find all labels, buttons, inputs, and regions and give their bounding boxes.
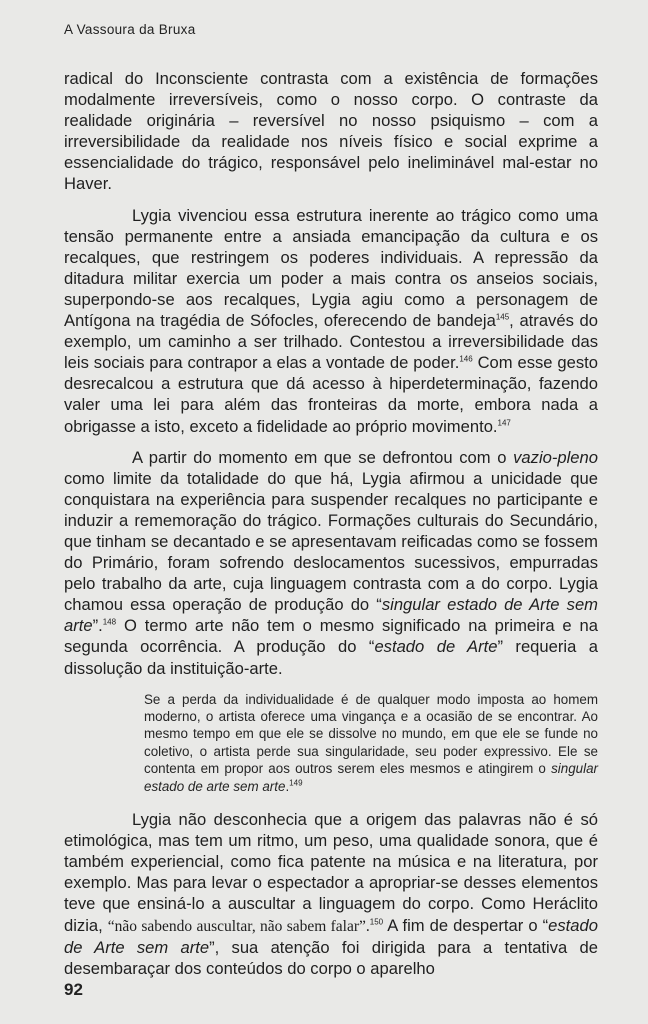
footnote-ref-150[interactable]: 150: [369, 917, 384, 926]
footnote-ref-145[interactable]: 145: [495, 312, 510, 322]
emphasis-estado-de-arte: estado de Arte: [374, 637, 498, 657]
body-text: [64, 68, 598, 979]
emphasis-estado-sem-arte: estado de Arte sem arte: [64, 915, 598, 957]
footnote-ref-147[interactable]: 147: [497, 417, 511, 427]
running-header: A Vassoura da Bruxa: [64, 22, 196, 37]
paragraph-1: radical do Inconsciente contrasta com a existência de formações modalmente irreversíveis, como o nosso corpo. O contraste da realidade originária – reversível no nosso psiquismo – com a irreversibilidade da realidade nos níveis físico e social exprime a essencialidade do trágico, responsável pelo ineliminável mal-estar no Haver.: [64, 69, 598, 194]
quote-emphasis: singular estado de arte sem arte: [144, 761, 598, 794]
footnote-ref-149[interactable]: 149: [289, 778, 303, 788]
block-quote: Se a perda da individualidade é de qualquer modo imposta ao homem moderno, o artista oferece uma vingança e a ocasião de se encontrar. Ao mesmo tempo em que ele se dissolve no mundo, em que ele se funde no coletivo, o artista perde sua singularidade, seu poder expressivo. Ele se contenta em propor aos outros serem eles mesmos e atingirem o singular estado de arte sem arte.$^{149}$: [144, 691, 598, 794]
paragraph-3: A partir do momento em que se defrontou com o vazio-pleno como limite da totalidade do que há, Lygia afirmou a unicidade que conquistara na experiência para suspender recalques no participante e induzir a rememoração do trágico. Formações culturais do Secundário, que tinham se decantado e se apresentavam reificadas como se fossem do Primário, foram sofrendo deslocamentos sucessivos, empurradas pelo trabalho da arte, cuja linguagem contrasta com a do corpo. Lygia chamou essa operação de produção do “singular estado de Arte sem arte”.$^{148}$ O termo arte não tem o mesmo significado na primeira e na segunda ocorrência. A produção do “estado de Arte” requeria a dissolução da instituição-arte.: [64, 447, 599, 678]
footnote-ref-148[interactable]: 148: [102, 617, 117, 627]
page-number: 92: [64, 980, 83, 999]
emphasis-vazio-pleno: vazio-pleno: [513, 447, 598, 467]
paragraph-4: Lygia não desconhecia que a origem das palavras não é só etimológica, mas tem um ritmo, um peso, uma qualidade sonora, que é também experiencial, como fica patente na música e na literatura, por exemplo. Mas para levar o espectador a apropriar-se desses elementos teve que ensiná-lo a auscultar a linguagem do corpo. Como Heráclito dizia, “não sabendo auscultar, não sabem falar”.$^{150}$ A fim de despertar o “estado de Arte sem arte”, sua atenção foi dirigida para a tentativa de desembaraçar dos conteúdos do corpo o aparelho: [64, 810, 599, 978]
heraclitus-quote: “não sabendo auscultar, não sabem falar”.: [107, 917, 370, 935]
paragraph-2: Lygia vivenciou essa estrutura inerente ao trágico como uma tensão permanente entre a ansiada emancipação da cultura e os recalques, que restringem os poderes individuais. A repressão da ditadura militar exercia um poder a mais contra os anseios sociais, superpondo-se aos recalques, Lygia agiu como a personagem de Antígona na tragédia de Sófocles, oferecendo de bandeja$^{145}$, através do exemplo, um caminho a ser trilhado. Contestou a irreversibilidade das leis sociais para contrapor a elas a vontade de poder.$^{146}$ Com esse gesto desrecalcou a estrutura que dá acesso à hiperdeterminação, fazendo valer uma lei para além das fronteiras da morte, embora nada a obrigasse a isto, exceto a fidelidade ao próprio movimento.$^{147}$: [64, 205, 599, 436]
emphasis-singular-estado: singular estado de Arte sem arte: [64, 595, 599, 636]
footnote-ref-146[interactable]: 146: [459, 354, 473, 364]
